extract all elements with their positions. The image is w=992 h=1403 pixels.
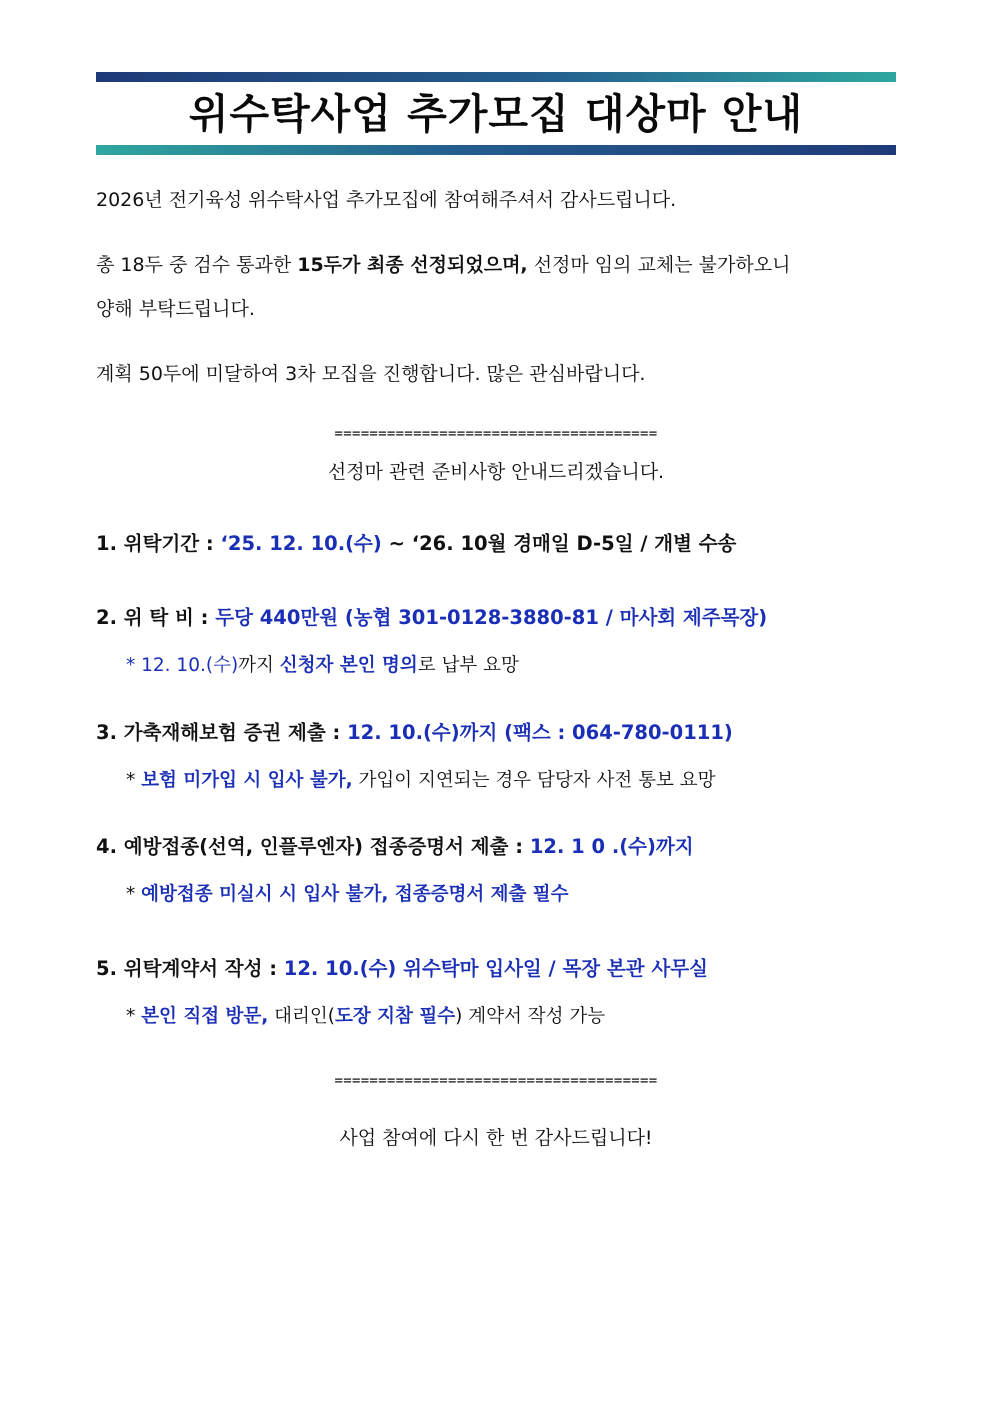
item-1-period	[96, 528, 896, 560]
separator-top: =====================================	[334, 426, 658, 442]
separator-bottom: =====================================	[334, 1073, 658, 1089]
item-4-note-bullet: *	[126, 884, 142, 905]
intro-paragraph-2	[96, 243, 896, 287]
intro-paragraph-3: 계획 50두에 미달하여 3차 모집을 진행합니다. 많은 관심바랍니다.	[96, 363, 646, 385]
item-3-note-bullet: *	[126, 770, 142, 791]
item-2-note-date: * 12. 10.(수)	[126, 655, 239, 676]
item-2-note	[126, 651, 896, 681]
intro-p2-start: 총 18두 중 검수 통과한	[96, 254, 298, 276]
page-title: 위수탁사업 추가모집 대상마 안내	[188, 90, 804, 138]
intro-p2-highlight: 15두가 최종 선정되었으며,	[297, 254, 528, 276]
item-2-note-text: 까지	[238, 655, 280, 676]
item-5-contract	[96, 953, 896, 985]
item-5-note-text-b: ) 계약서 작성 가능	[455, 1006, 606, 1027]
title-top-bar	[96, 72, 896, 82]
item-4-note-highlight: 예방접종 미실시 시 입사 불가,	[141, 884, 389, 905]
item-1-label: 1. 위탁기간 :	[96, 532, 221, 555]
intro-paragraph-1: 2026년 전기육성 위수탁사업 추가모집에 참여해주셔서 감사드립니다.	[96, 189, 677, 211]
item-1-start-date: ‘25. 12. 10.(수)	[220, 532, 382, 555]
item-4-vaccination	[96, 831, 896, 863]
item-3-value: 12. 10.(수)까지 (팩스 : 064-780-0111)	[347, 721, 733, 744]
notice-heading: 선정마 관련 준비사항 안내드리겠습니다.	[327, 461, 665, 483]
item-5-note	[126, 1002, 896, 1032]
closing-message: 사업 참여에 다시 한 번 감사드립니다!	[339, 1127, 653, 1149]
item-2-value: 두당 440만원 (농협 301-0128-3880-81 / 마사회 제주목장)	[215, 606, 768, 629]
item-2-fee	[96, 602, 896, 634]
item-3-note-text: 가입이 지연되는 경우 담당자 사전 통보 요망	[352, 770, 716, 791]
intro-p2-end: 선정마 임의 교체는 불가하오니	[527, 254, 791, 276]
item-5-value: 12. 10.(수) 위수탁마 입사일 / 목장 본관 사무실	[283, 957, 708, 980]
item-4-note	[126, 880, 896, 910]
item-5-label: 5. 위탁계약서 작성 :	[96, 957, 284, 980]
item-4-label: 4. 예방접종(선역, 인플루엔자) 접종증명서 제출 :	[96, 835, 530, 858]
item-5-note-bullet: *	[126, 1006, 142, 1027]
intro-paragraph-2-cont: 양해 부탁드립니다.	[96, 298, 255, 320]
item-3-note-highlight: 보험 미가입 시 입사 불가,	[141, 770, 353, 791]
item-1-end-info: ~ ‘26. 10월 경매일 D-5일 / 개별 수송	[381, 532, 737, 555]
item-3-note	[126, 766, 896, 796]
item-4-value: 12. 1 0 .(수)까지	[529, 835, 694, 858]
item-5-note-highlight-2: 도장 지참 필수	[335, 1006, 456, 1027]
item-3-insurance	[96, 717, 896, 749]
item-5-note-text-a: 대리인(	[268, 1006, 335, 1027]
item-4-note-text: 접종증명서 제출 필수	[388, 884, 569, 905]
item-3-label: 3. 가축재해보험 증권 제출 :	[96, 721, 348, 744]
item-5-note-highlight: 본인 직접 방문,	[141, 1006, 269, 1027]
item-2-note-end: 로 납부 요망	[417, 655, 519, 676]
item-2-label: 2. 위 탁 비 :	[96, 606, 216, 629]
title-bottom-bar	[96, 145, 896, 155]
item-2-note-highlight: 신청자 본인 명의	[279, 655, 418, 676]
